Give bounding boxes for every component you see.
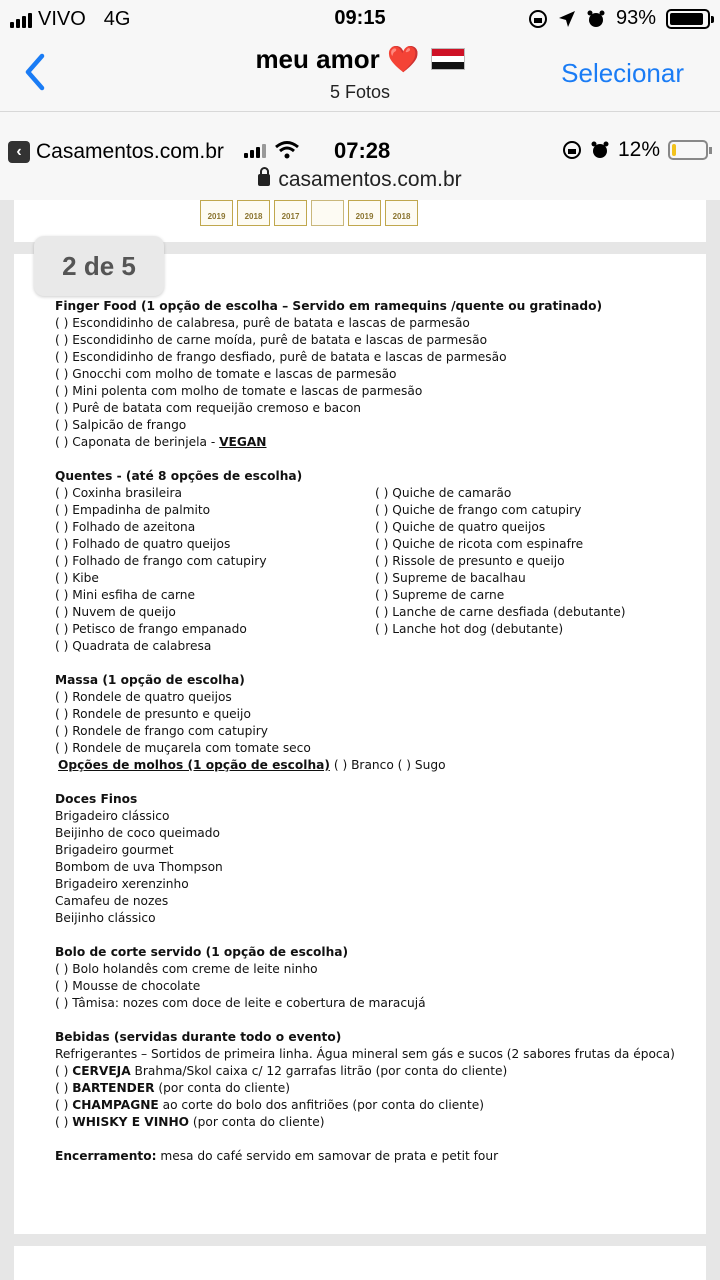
section-title-bolo: Bolo de corte servido (1 opção de escolha) xyxy=(55,945,349,959)
award-badge: 2019 xyxy=(200,200,233,226)
option-item: ( ) Quiche de frango com catupiry xyxy=(375,503,582,517)
option-item: ( ) BARTENDER (por conta do cliente) xyxy=(55,1081,291,1095)
document-page xyxy=(14,250,706,1234)
section-title-massa: Massa (1 opção de escolha) xyxy=(55,673,245,687)
list-item: Beijinho de coco queimado xyxy=(55,826,220,840)
option-item: ( ) Quadrata de calabresa xyxy=(55,639,212,653)
status-right xyxy=(528,7,710,30)
select-button[interactable]: Selecionar xyxy=(561,58,684,88)
option-item: ( ) Mousse de chocolate xyxy=(55,979,201,993)
menu-document xyxy=(55,298,695,1165)
sauce-choices: ( ) Branco ( ) Sugo xyxy=(333,758,446,772)
option-item: ( ) CERVEJA Brahma/Skol caixa c/ 12 garrafas litrão (por conta do cliente) xyxy=(55,1064,508,1078)
photo-count: 5 Fotos xyxy=(329,82,391,102)
award-badge: 2018 xyxy=(237,200,270,226)
wifi-icon xyxy=(274,140,300,160)
drink-name: CHAMPAGNE xyxy=(72,1098,159,1112)
inner-battery-icon xyxy=(668,140,708,160)
section-title-finger-food: Finger Food (1 opção de escolha – Servido em ramequins /quente ou gratinado) xyxy=(55,299,603,313)
return-to-app xyxy=(8,140,224,164)
album-title-text: meu amor xyxy=(255,44,380,74)
option-item: ( ) Folhado de azeitona xyxy=(55,520,196,534)
section-title-doces: Doces Finos xyxy=(55,792,138,806)
drink-name: BARTENDER xyxy=(72,1081,155,1095)
option-item xyxy=(55,434,695,451)
option-item: ( ) Petisco de frango empanado xyxy=(55,622,247,636)
alarm-icon xyxy=(586,9,606,29)
egypt-flag-icon xyxy=(431,48,465,70)
sauce-options xyxy=(55,757,695,774)
option-item: ( ) Bolo holandês com creme de leite ninho xyxy=(55,962,318,976)
carrier-label: VIVO xyxy=(38,8,86,30)
option-item: ( ) Rondele de frango com catupiry xyxy=(55,724,268,738)
option-item: ( ) Coxinha brasileira xyxy=(55,486,182,500)
album-header xyxy=(0,36,720,112)
closing-label: Encerramento: xyxy=(55,1149,157,1163)
option-item: ( ) Mini polenta com molho de tomate e lascas de parmesão xyxy=(55,384,423,398)
option-item: ( ) Gnocchi com molho de tomate e lascas de parmesão xyxy=(55,367,397,381)
inner-alarm-icon xyxy=(590,140,610,160)
award-badge xyxy=(311,200,344,226)
awards-strip xyxy=(200,200,418,226)
option-item: ( ) Nuvem de queijo xyxy=(55,605,176,619)
option-item: ( ) Rondele de muçarela com tomate seco xyxy=(55,741,311,755)
option-item: ( ) Rondele de presunto e queijo xyxy=(55,707,251,721)
drink-name: CERVEJA xyxy=(72,1064,131,1078)
closing-note xyxy=(55,1148,695,1165)
inner-battery-percent: 12% xyxy=(617,138,660,161)
option-item: ( ) Quiche de ricota com espinafre xyxy=(375,537,584,551)
closing-text: mesa do café servido em samovar de prata e petit four xyxy=(156,1149,499,1163)
network-label: 4G xyxy=(103,8,131,30)
option-item: ( ) Escondidinho de carne moída, purê de batata e lascas de parmesão xyxy=(55,333,488,347)
quentes-columns xyxy=(55,485,695,655)
award-badge: 2018 xyxy=(385,200,418,226)
return-app-name: Casamentos.com.br xyxy=(36,140,224,163)
battery-icon xyxy=(666,9,710,29)
option-item: ( ) Rissole de presunto e queijo xyxy=(375,554,565,568)
lock-icon xyxy=(258,174,270,186)
document-viewer[interactable] xyxy=(0,200,720,1280)
url-bar[interactable] xyxy=(0,168,720,192)
option-item: ( ) Lanche hot dog (debutante) xyxy=(375,622,564,636)
option-item: ( ) Supreme de carne xyxy=(375,588,505,602)
vegan-tag: VEGAN xyxy=(219,435,267,449)
bebidas-intro: Refrigerantes – Sortidos de primeira linha. Água mineral sem gás e sucos (2 sabores frutas da época) xyxy=(55,1047,675,1061)
option-item: ( ) Supreme de bacalhau xyxy=(375,571,526,585)
option-item: ( ) Escondidinho de calabresa, purê de batata e lascas de parmesão xyxy=(55,316,470,330)
page-indicator: 2 de 5 xyxy=(34,236,164,296)
list-item: Camafeu de nozes xyxy=(55,894,169,908)
option-item: ( ) Folhado de quatro queijos xyxy=(55,537,231,551)
option-item: ( ) Quiche de camarão xyxy=(375,486,512,500)
option-item: ( ) Mini esfiha de carne xyxy=(55,588,196,602)
option-item: ( ) Purê de batata com requeijão cremoso e bacon xyxy=(55,401,361,415)
inner-status-bar xyxy=(0,128,720,200)
section-title-bebidas: Bebidas (servidas durante todo o evento) xyxy=(55,1030,342,1044)
battery-percent: 93% xyxy=(615,7,656,29)
option-item: ( ) Rondele de quatro queijos xyxy=(55,690,232,704)
list-item: Brigadeiro clássico xyxy=(55,809,170,823)
list-item: Beijinho clássico xyxy=(55,911,156,925)
clock: 09:15 xyxy=(334,7,386,29)
sauce-label: Opções de molhos (1 opção de escolha) xyxy=(58,758,330,772)
option-item: ( ) Folhado de frango com catupiry xyxy=(55,554,267,568)
quentes-right-column xyxy=(375,485,695,655)
location-icon xyxy=(558,10,576,28)
option-text: ( ) Caponata de berinjela - xyxy=(55,435,220,449)
option-item: ( ) Quiche de quatro queijos xyxy=(375,520,546,534)
option-item: ( ) Lanche de carne desfiada (debutante) xyxy=(375,605,626,619)
award-badge: 2017 xyxy=(274,200,307,226)
option-item: ( ) WHISKY E VINHO (por conta do cliente) xyxy=(55,1115,325,1129)
inner-signal-icon xyxy=(244,142,266,158)
inner-screen-lock-icon xyxy=(562,140,582,160)
list-item: Bombom de uva Thompson xyxy=(55,860,223,874)
back-to-app-icon: ‹ xyxy=(8,141,30,163)
next-page xyxy=(14,1246,706,1280)
status-bar xyxy=(0,0,720,36)
inner-clock: 07:28 xyxy=(334,138,391,163)
heart-icon: ❤️ xyxy=(386,44,420,74)
inner-status-right xyxy=(562,138,708,162)
option-item: ( ) CHAMPAGNE ao corte do bolo dos anfitriões (por conta do cliente) xyxy=(55,1098,484,1112)
section-title-quentes: Quentes - (até 8 opções de escolha) xyxy=(55,469,303,483)
option-item: ( ) Empadinha de palmito xyxy=(55,503,211,517)
option-item: ( ) Tâmisa: nozes com doce de leite e cobertura de maracujá xyxy=(55,996,426,1010)
list-item: Brigadeiro gourmet xyxy=(55,843,174,857)
award-badge: 2019 xyxy=(348,200,381,226)
option-item: ( ) Escondidinho de frango desfiado, purê de batata e lascas de parmesão xyxy=(55,350,507,364)
drink-name: WHISKY E VINHO xyxy=(72,1115,190,1129)
inner-signal xyxy=(244,140,300,160)
option-item: ( ) Salpicão de frango xyxy=(55,418,187,432)
option-item: ( ) Kibe xyxy=(55,571,99,585)
screen-lock-icon xyxy=(528,9,548,29)
quentes-left-column xyxy=(55,485,375,655)
url-text: casamentos.com.br xyxy=(278,168,462,191)
list-item: Brigadeiro xerenzinho xyxy=(55,877,189,891)
